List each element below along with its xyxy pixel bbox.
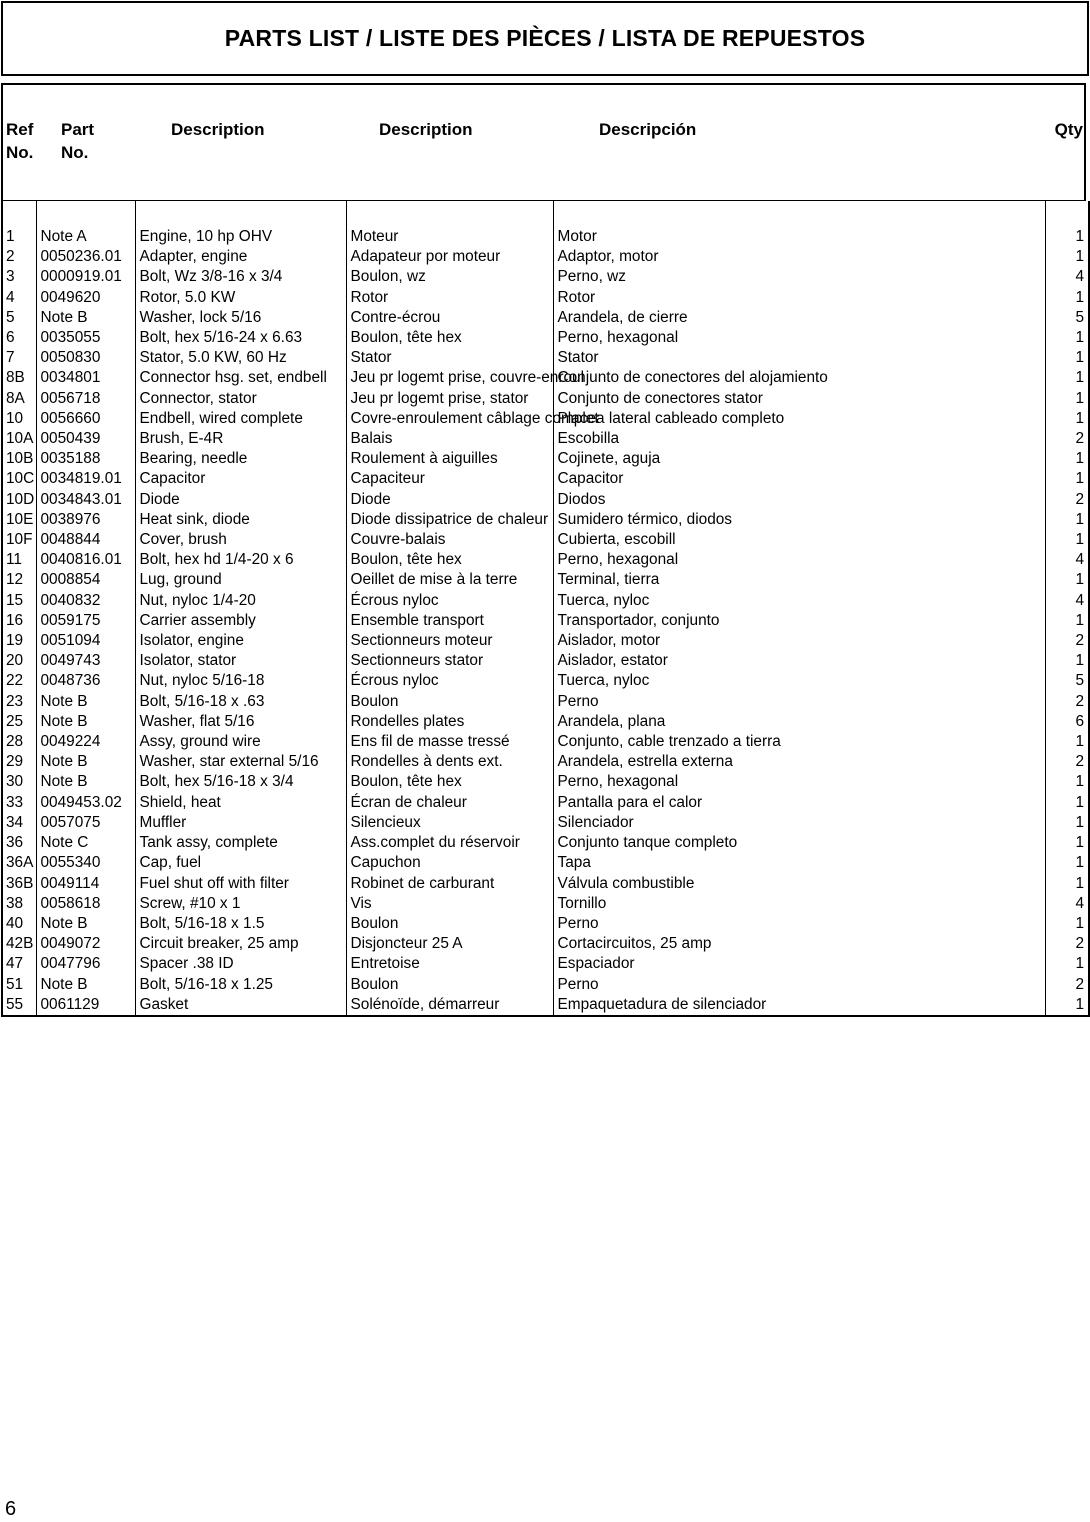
qty-cell: 1: [1045, 247, 1089, 267]
table-row: [2, 308, 1089, 328]
description-fr-cell: Jeu pr logemt prise, stator: [346, 389, 553, 409]
ref-no-cell: 11: [2, 550, 36, 570]
description-en-cell: Bolt, 5/16-18 x 1.25: [135, 975, 346, 995]
part-no-cell: 0047796: [36, 954, 135, 974]
table-row: [2, 853, 1089, 873]
ref-no-cell: 23: [2, 692, 36, 712]
header-part-no: Part No.: [61, 120, 95, 162]
table-row: [2, 692, 1089, 712]
qty-cell: 4: [1045, 550, 1089, 570]
qty-cell: 1: [1045, 510, 1089, 530]
ref-no-cell: 2: [2, 247, 36, 267]
description-fr-cell: Covre-enroulement câblage complet: [346, 409, 553, 429]
qty-cell: 1: [1045, 874, 1089, 894]
description-en-cell: Nut, nyloc 1/4-20: [135, 591, 346, 611]
ref-no-cell: 10C: [2, 469, 36, 489]
qty-cell: 1: [1045, 288, 1089, 308]
ref-no-cell: 1: [2, 227, 36, 247]
header-description-en: Description: [171, 120, 265, 139]
ref-no-cell: 47: [2, 954, 36, 974]
ref-no-cell: 34: [2, 813, 36, 833]
qty-cell: 1: [1045, 389, 1089, 409]
description-en-cell: Tank assy, complete: [135, 833, 346, 853]
table-row: [2, 752, 1089, 772]
ref-no-cell: 6: [2, 328, 36, 348]
part-no-cell: 0008854: [36, 570, 135, 590]
description-fr-cell: Capuchon: [346, 853, 553, 873]
table-row: [2, 874, 1089, 894]
description-fr-cell: Sectionneurs stator: [346, 651, 553, 671]
description-en-cell: Bolt, hex hd 1/4-20 x 6: [135, 550, 346, 570]
description-fr-cell: Écran de chaleur: [346, 793, 553, 813]
part-no-cell: 0050830: [36, 348, 135, 368]
table-spacer-row: [2, 201, 1089, 227]
part-no-cell: 0034843.01: [36, 490, 135, 510]
qty-cell: 4: [1045, 894, 1089, 914]
part-no-cell: 0049620: [36, 288, 135, 308]
part-no-cell: 0035188: [36, 449, 135, 469]
description-fr-cell: Balais: [346, 429, 553, 449]
description-fr-cell: Boulon: [346, 975, 553, 995]
qty-cell: 1: [1045, 328, 1089, 348]
table-row: [2, 550, 1089, 570]
part-no-cell: 0035055: [36, 328, 135, 348]
qty-cell: 2: [1045, 490, 1089, 510]
description-es-cell: Stator: [553, 348, 1045, 368]
description-es-cell: Sumidero térmico, diodos: [553, 510, 1045, 530]
part-no-cell: 0048844: [36, 530, 135, 550]
qty-cell: 1: [1045, 611, 1089, 631]
table-row: [2, 227, 1089, 247]
description-en-cell: Washer, flat 5/16: [135, 712, 346, 732]
description-fr-cell: Moteur: [346, 227, 553, 247]
description-en-cell: Muffler: [135, 813, 346, 833]
description-es-cell: Diodos: [553, 490, 1045, 510]
description-fr-cell: Écrous nyloc: [346, 671, 553, 691]
description-es-cell: Escobilla: [553, 429, 1045, 449]
description-fr-cell: Boulon, wz: [346, 267, 553, 287]
description-en-cell: Cover, brush: [135, 530, 346, 550]
parts-table-body: [2, 201, 1089, 1016]
description-fr-cell: Oeillet de mise à la terre: [346, 570, 553, 590]
description-es-cell: Silenciador: [553, 813, 1045, 833]
qty-cell: 1: [1045, 469, 1089, 489]
ref-no-cell: 40: [2, 914, 36, 934]
description-es-cell: Arandela, estrella externa: [553, 752, 1045, 772]
description-en-cell: Bearing, needle: [135, 449, 346, 469]
description-en-cell: Capacitor: [135, 469, 346, 489]
ref-no-cell: 4: [2, 288, 36, 308]
description-fr-cell: Disjoncteur 25 A: [346, 934, 553, 954]
qty-cell: 1: [1045, 409, 1089, 429]
description-fr-cell: Écrous nyloc: [346, 591, 553, 611]
part-no-cell: 0038976: [36, 510, 135, 530]
description-en-cell: Shield, heat: [135, 793, 346, 813]
part-no-cell: Note B: [36, 692, 135, 712]
description-fr-cell: Solénoïde, démarreur: [346, 995, 553, 1016]
description-en-cell: Gasket: [135, 995, 346, 1016]
qty-cell: 1: [1045, 348, 1089, 368]
ref-no-cell: 28: [2, 732, 36, 752]
qty-cell: 2: [1045, 752, 1089, 772]
description-en-cell: Diode: [135, 490, 346, 510]
description-es-cell: Transportador, conjunto: [553, 611, 1045, 631]
table-row: [2, 409, 1089, 429]
part-no-cell: 0061129: [36, 995, 135, 1016]
description-en-cell: Bolt, hex 5/16-18 x 3/4: [135, 772, 346, 792]
part-no-cell: 0049114: [36, 874, 135, 894]
description-es-cell: Válvula combustible: [553, 874, 1045, 894]
description-en-cell: Bolt, 5/16-18 x .63: [135, 692, 346, 712]
ref-no-cell: 55: [2, 995, 36, 1016]
table-row: [2, 894, 1089, 914]
qty-cell: 2: [1045, 975, 1089, 995]
qty-cell: 1: [1045, 570, 1089, 590]
description-es-cell: Tuerca, nyloc: [553, 671, 1045, 691]
qty-cell: 4: [1045, 267, 1089, 287]
ref-no-cell: 10D: [2, 490, 36, 510]
description-fr-cell: Rondelles plates: [346, 712, 553, 732]
table-row: [2, 449, 1089, 469]
ref-no-cell: 25: [2, 712, 36, 732]
description-en-cell: Heat sink, diode: [135, 510, 346, 530]
table-row: [2, 429, 1089, 449]
parts-table: [1, 201, 1090, 1017]
qty-cell: 1: [1045, 833, 1089, 853]
part-no-cell: Note B: [36, 308, 135, 328]
ref-no-cell: 10E: [2, 510, 36, 530]
description-es-cell: Perno, hexagonal: [553, 328, 1045, 348]
description-en-cell: Circuit breaker, 25 amp: [135, 934, 346, 954]
description-fr-cell: Ass.complet du réservoir: [346, 833, 553, 853]
part-no-cell: 0057075: [36, 813, 135, 833]
table-row: [2, 591, 1089, 611]
description-fr-cell: Diode dissipatrice de chaleur: [346, 510, 553, 530]
description-es-cell: Arandela, plana: [553, 712, 1045, 732]
description-en-cell: Endbell, wired complete: [135, 409, 346, 429]
part-no-cell: 0034801: [36, 368, 135, 388]
ref-no-cell: 36A: [2, 853, 36, 873]
ref-no-cell: 20: [2, 651, 36, 671]
description-es-cell: Perno, hexagonal: [553, 550, 1045, 570]
part-no-cell: Note C: [36, 833, 135, 853]
table-row: [2, 833, 1089, 853]
qty-cell: 2: [1045, 692, 1089, 712]
description-es-cell: Tornillo: [553, 894, 1045, 914]
table-row: [2, 712, 1089, 732]
qty-cell: 2: [1045, 429, 1089, 449]
ref-no-cell: 30: [2, 772, 36, 792]
description-fr-cell: Capaciteur: [346, 469, 553, 489]
qty-cell: 2: [1045, 934, 1089, 954]
part-no-cell: Note B: [36, 975, 135, 995]
description-es-cell: Perno: [553, 692, 1045, 712]
description-en-cell: Engine, 10 hp OHV: [135, 227, 346, 247]
part-no-cell: 0049072: [36, 934, 135, 954]
description-es-cell: Empaquetadura de silenciador: [553, 995, 1045, 1016]
table-row: [2, 813, 1089, 833]
description-es-cell: Tapa: [553, 853, 1045, 873]
qty-cell: 1: [1045, 732, 1089, 752]
header-qty: Qty: [1054, 120, 1083, 139]
description-en-cell: Connector, stator: [135, 389, 346, 409]
qty-cell: 1: [1045, 368, 1089, 388]
description-en-cell: Bolt, Wz 3/8-16 x 3/4: [135, 267, 346, 287]
table-row: [2, 793, 1089, 813]
header-description-es: Descripción: [599, 120, 697, 139]
part-no-cell: 0000919.01: [36, 267, 135, 287]
description-fr-cell: Contre-écrou: [346, 308, 553, 328]
description-fr-cell: Roulement à aiguilles: [346, 449, 553, 469]
description-es-cell: Perno: [553, 914, 1045, 934]
table-row: [2, 368, 1089, 388]
table-row: [2, 954, 1089, 974]
page-number: 6: [5, 1498, 17, 1520]
description-es-cell: Motor: [553, 227, 1045, 247]
page-title: PARTS LIST / LISTE DES PIÈCES / LISTA DE REPUESTOS: [1, 1, 1089, 76]
description-es-cell: Perno: [553, 975, 1045, 995]
qty-cell: 1: [1045, 995, 1089, 1016]
part-no-cell: 0040832: [36, 591, 135, 611]
part-no-cell: 0040816.01: [36, 550, 135, 570]
description-es-cell: Aislador, estator: [553, 651, 1045, 671]
description-fr-cell: Rondelles à dents ext.: [346, 752, 553, 772]
ref-no-cell: 5: [2, 308, 36, 328]
description-fr-cell: Boulon: [346, 692, 553, 712]
ref-no-cell: 29: [2, 752, 36, 772]
qty-cell: 2: [1045, 631, 1089, 651]
qty-cell: 4: [1045, 591, 1089, 611]
table-row: [2, 975, 1089, 995]
table-row: [2, 934, 1089, 954]
ref-no-cell: 10B: [2, 449, 36, 469]
part-no-cell: Note B: [36, 712, 135, 732]
part-no-cell: 0034819.01: [36, 469, 135, 489]
table-row: [2, 328, 1089, 348]
description-en-cell: Rotor, 5.0 KW: [135, 288, 346, 308]
part-no-cell: 0049224: [36, 732, 135, 752]
qty-cell: 1: [1045, 530, 1089, 550]
ref-no-cell: 7: [2, 348, 36, 368]
part-no-cell: 0049453.02: [36, 793, 135, 813]
ref-no-cell: 36B: [2, 874, 36, 894]
description-es-cell: Rotor: [553, 288, 1045, 308]
ref-no-cell: 15: [2, 591, 36, 611]
description-fr-cell: Boulon, tête hex: [346, 550, 553, 570]
description-fr-cell: Entretoise: [346, 954, 553, 974]
ref-no-cell: 22: [2, 671, 36, 691]
description-en-cell: Isolator, engine: [135, 631, 346, 651]
description-fr-cell: Rotor: [346, 288, 553, 308]
table-header: [1, 83, 1086, 201]
qty-cell: 1: [1045, 772, 1089, 792]
description-es-cell: Cortacircuitos, 25 amp: [553, 934, 1045, 954]
description-en-cell: Spacer .38 ID: [135, 954, 346, 974]
part-no-cell: 0058618: [36, 894, 135, 914]
table-row: [2, 267, 1089, 287]
table-row: [2, 651, 1089, 671]
description-fr-cell: Boulon: [346, 914, 553, 934]
description-en-cell: Lug, ground: [135, 570, 346, 590]
description-es-cell: Placea lateral cableado completo: [553, 409, 1045, 429]
description-en-cell: Fuel shut off with filter: [135, 874, 346, 894]
header-ref-no: Ref No.: [6, 120, 34, 162]
description-en-cell: Assy, ground wire: [135, 732, 346, 752]
qty-cell: 5: [1045, 671, 1089, 691]
description-es-cell: Conjunto de conectores stator: [553, 389, 1045, 409]
table-row: [2, 914, 1089, 934]
part-no-cell: 0056660: [36, 409, 135, 429]
qty-cell: 1: [1045, 853, 1089, 873]
qty-cell: 1: [1045, 914, 1089, 934]
description-fr-cell: Silencieux: [346, 813, 553, 833]
table-row: [2, 772, 1089, 792]
table-row: [2, 469, 1089, 489]
description-fr-cell: Diode: [346, 490, 553, 510]
part-no-cell: 0051094: [36, 631, 135, 651]
table-row: [2, 348, 1089, 368]
ref-no-cell: 3: [2, 267, 36, 287]
table-row: [2, 490, 1089, 510]
description-fr-cell: Robinet de carburant: [346, 874, 553, 894]
description-es-cell: Perno, wz: [553, 267, 1045, 287]
table-row: [2, 570, 1089, 590]
ref-no-cell: 12: [2, 570, 36, 590]
description-es-cell: Espaciador: [553, 954, 1045, 974]
description-fr-cell: Adapateur por moteur: [346, 247, 553, 267]
description-en-cell: Screw, #10 x 1: [135, 894, 346, 914]
description-fr-cell: Vis: [346, 894, 553, 914]
description-es-cell: Adaptor, motor: [553, 247, 1045, 267]
ref-no-cell: 10A: [2, 429, 36, 449]
ref-no-cell: 51: [2, 975, 36, 995]
part-no-cell: Note A: [36, 227, 135, 247]
ref-no-cell: 36: [2, 833, 36, 853]
ref-no-cell: 16: [2, 611, 36, 631]
qty-cell: 1: [1045, 449, 1089, 469]
description-es-cell: Perno, hexagonal: [553, 772, 1045, 792]
part-no-cell: Note B: [36, 772, 135, 792]
table-row: [2, 389, 1089, 409]
table-row: [2, 732, 1089, 752]
qty-cell: 5: [1045, 308, 1089, 328]
description-fr-cell: Ensemble transport: [346, 611, 553, 631]
table-row: [2, 510, 1089, 530]
table-row: [2, 247, 1089, 267]
description-fr-cell: Boulon, tête hex: [346, 328, 553, 348]
description-en-cell: Connector hsg. set, endbell: [135, 368, 346, 388]
ref-no-cell: 10: [2, 409, 36, 429]
description-en-cell: Stator, 5.0 KW, 60 Hz: [135, 348, 346, 368]
ref-no-cell: 8B: [2, 368, 36, 388]
description-fr-cell: Couvre-balais: [346, 530, 553, 550]
table-row: [2, 671, 1089, 691]
description-es-cell: Conjunto de conectores del alojamiento: [553, 368, 1045, 388]
description-es-cell: Cubierta, escobill: [553, 530, 1045, 550]
description-fr-cell: Stator: [346, 348, 553, 368]
description-es-cell: Tuerca, nyloc: [553, 591, 1045, 611]
table-row: [2, 288, 1089, 308]
qty-cell: 1: [1045, 813, 1089, 833]
description-en-cell: Adapter, engine: [135, 247, 346, 267]
description-fr-cell: Boulon, tête hex: [346, 772, 553, 792]
description-en-cell: Bolt, hex 5/16-24 x 6.63: [135, 328, 346, 348]
part-no-cell: 0050236.01: [36, 247, 135, 267]
description-es-cell: Aislador, motor: [553, 631, 1045, 651]
description-es-cell: Pantalla para el calor: [553, 793, 1045, 813]
part-no-cell: 0048736: [36, 671, 135, 691]
part-no-cell: 0055340: [36, 853, 135, 873]
description-en-cell: Brush, E-4R: [135, 429, 346, 449]
description-es-cell: Terminal, tierra: [553, 570, 1045, 590]
description-en-cell: Cap, fuel: [135, 853, 346, 873]
description-en-cell: Isolator, stator: [135, 651, 346, 671]
qty-cell: 1: [1045, 793, 1089, 813]
description-fr-cell: Jeu pr logemt prise, couvre-enroul: [346, 368, 553, 388]
qty-cell: 1: [1045, 954, 1089, 974]
description-es-cell: Capacitor: [553, 469, 1045, 489]
qty-cell: 1: [1045, 651, 1089, 671]
description-fr-cell: Ens fil de masse tressé: [346, 732, 553, 752]
part-no-cell: 0050439: [36, 429, 135, 449]
description-en-cell: Washer, star external 5/16: [135, 752, 346, 772]
description-es-cell: Cojinete, aguja: [553, 449, 1045, 469]
header-description-fr: Description: [379, 120, 473, 139]
ref-no-cell: 42B: [2, 934, 36, 954]
table-row: [2, 631, 1089, 651]
ref-no-cell: 19: [2, 631, 36, 651]
description-en-cell: Carrier assembly: [135, 611, 346, 631]
table-row: [2, 530, 1089, 550]
description-es-cell: Conjunto, cable trenzado a tierra: [553, 732, 1045, 752]
ref-no-cell: 38: [2, 894, 36, 914]
description-es-cell: Arandela, de cierre: [553, 308, 1045, 328]
part-no-cell: Note B: [36, 914, 135, 934]
description-es-cell: Conjunto tanque completo: [553, 833, 1045, 853]
part-no-cell: 0049743: [36, 651, 135, 671]
description-en-cell: Bolt, 5/16-18 x 1.5: [135, 914, 346, 934]
part-no-cell: Note B: [36, 752, 135, 772]
description-en-cell: Washer, lock 5/16: [135, 308, 346, 328]
ref-no-cell: 33: [2, 793, 36, 813]
table-row: [2, 995, 1089, 1016]
part-no-cell: 0059175: [36, 611, 135, 631]
qty-cell: 1: [1045, 227, 1089, 247]
ref-no-cell: 10F: [2, 530, 36, 550]
description-fr-cell: Sectionneurs moteur: [346, 631, 553, 651]
ref-no-cell: 8A: [2, 389, 36, 409]
table-row: [2, 611, 1089, 631]
description-en-cell: Nut, nyloc 5/16-18: [135, 671, 346, 691]
part-no-cell: 0056718: [36, 389, 135, 409]
qty-cell: 6: [1045, 712, 1089, 732]
